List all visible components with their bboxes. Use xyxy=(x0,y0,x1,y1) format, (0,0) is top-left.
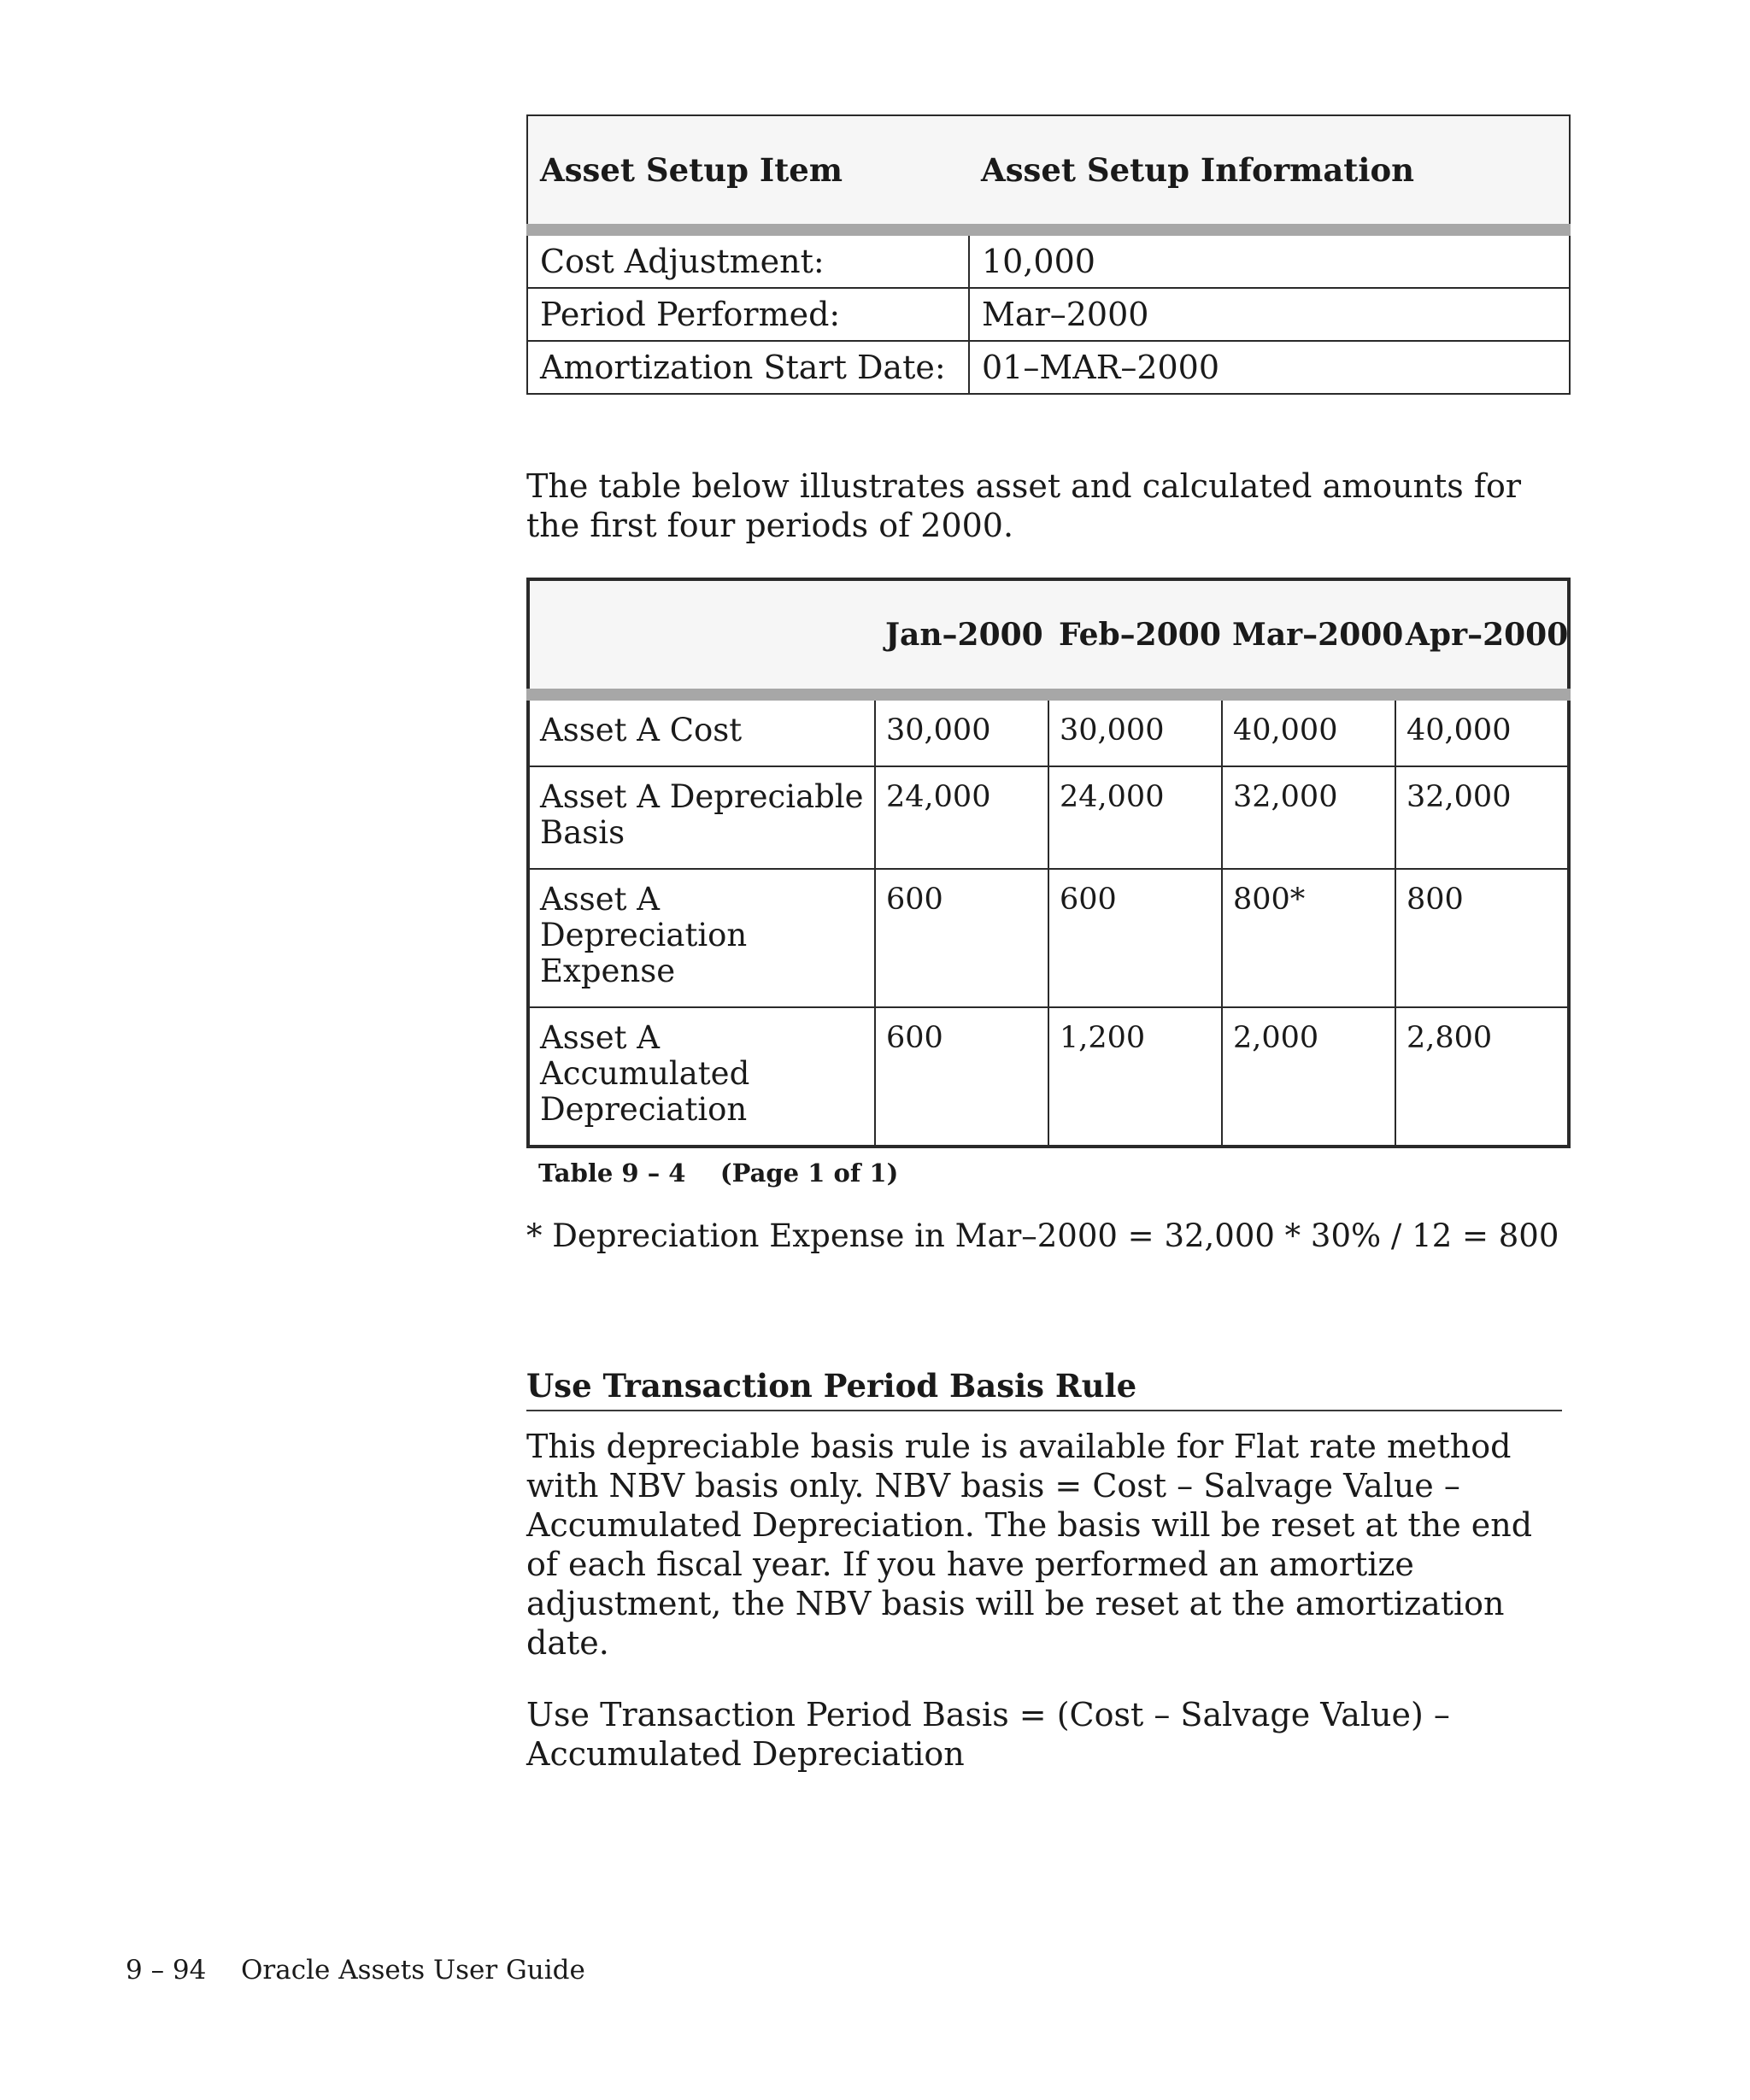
section-heading: Use Transaction Period Basis Rule xyxy=(526,1367,1562,1411)
table-cell: Mar–2000 xyxy=(969,288,1570,341)
column-header: Asset Setup Information xyxy=(969,115,1570,230)
asset-setup-table xyxy=(526,114,1571,395)
footnote: * Depreciation Expense in Mar–2000 = 32,000 * 30% / 12 = 800 xyxy=(526,1217,1559,1254)
row-label: Asset A Cost xyxy=(528,695,875,766)
table-row xyxy=(528,1007,1569,1147)
row-label: Asset A Depreciation Expense xyxy=(528,869,875,1007)
table-cell: 2,800 xyxy=(1395,1007,1569,1147)
table-row xyxy=(527,230,1570,288)
table-row xyxy=(528,766,1569,869)
table-cell: Amortization Start Date: xyxy=(527,341,969,394)
table-cell: 32,000 xyxy=(1222,766,1395,869)
page-content xyxy=(526,114,1569,1806)
table-cell: 600 xyxy=(875,1007,1048,1147)
page-number: 9 – 94 xyxy=(126,1955,207,1986)
column-header: Feb–2000 xyxy=(1048,579,1222,695)
table-row xyxy=(528,869,1569,1007)
table-cell: Cost Adjustment: xyxy=(527,230,969,288)
column-header: Mar–2000 xyxy=(1222,579,1395,695)
column-header: Asset Setup Item xyxy=(527,115,969,230)
section-paragraph: Use Transaction Period Basis = (Cost – Salvage Value) – Accumulated Depreciation xyxy=(526,1696,1450,1773)
column-header: Jan–2000 xyxy=(875,579,1048,695)
section-paragraph: This depreciable basis rule is available for Flat rate method with NBV basis only. NBV basis = Cost – Salvage Value – Accumulated Depreciation. The basis will be reset at the end of each fiscal year. If you have performed an amortize adjustment, the NBV basis will be reset at the amortization date. xyxy=(526,1428,1533,1662)
book-title: Oracle Assets User Guide xyxy=(241,1955,585,1986)
table-cell: 10,000 xyxy=(969,230,1570,288)
table-cell: 01–MAR–2000 xyxy=(969,341,1570,394)
table-cell: 30,000 xyxy=(1048,695,1222,766)
table-header-row xyxy=(528,579,1569,695)
table-cell: 600 xyxy=(1048,869,1222,1007)
table-cell: 40,000 xyxy=(1395,695,1569,766)
table-cell: 600 xyxy=(875,869,1048,1007)
table-cell: 1,200 xyxy=(1048,1007,1222,1147)
table-cell: 800* xyxy=(1222,869,1395,1007)
calculated-amounts-table xyxy=(526,578,1571,1148)
table-cell: 40,000 xyxy=(1222,695,1395,766)
table-cell: 32,000 xyxy=(1395,766,1569,869)
table-cell: 24,000 xyxy=(1048,766,1222,869)
page-footer xyxy=(126,1955,585,1986)
column-header xyxy=(528,579,875,695)
row-label: Asset A Accumulated Depreciation xyxy=(528,1007,875,1147)
table-row xyxy=(527,341,1570,394)
table-cell: 30,000 xyxy=(875,695,1048,766)
table-caption: Table 9 – 4 (Page 1 of 1) xyxy=(538,1159,899,1188)
table-cell: 24,000 xyxy=(875,766,1048,869)
table-cell: 800 xyxy=(1395,869,1569,1007)
column-header: Apr–2000 xyxy=(1395,579,1569,695)
intro-paragraph: The table below illustrates asset and calculated amounts for the first four periods of 2000. xyxy=(526,467,1521,544)
row-label: Asset A Depreciable Basis xyxy=(528,766,875,869)
table-cell: 2,000 xyxy=(1222,1007,1395,1147)
table-header-row xyxy=(527,115,1570,230)
table-row xyxy=(528,695,1569,766)
table-cell: Period Performed: xyxy=(527,288,969,341)
table-row xyxy=(527,288,1570,341)
